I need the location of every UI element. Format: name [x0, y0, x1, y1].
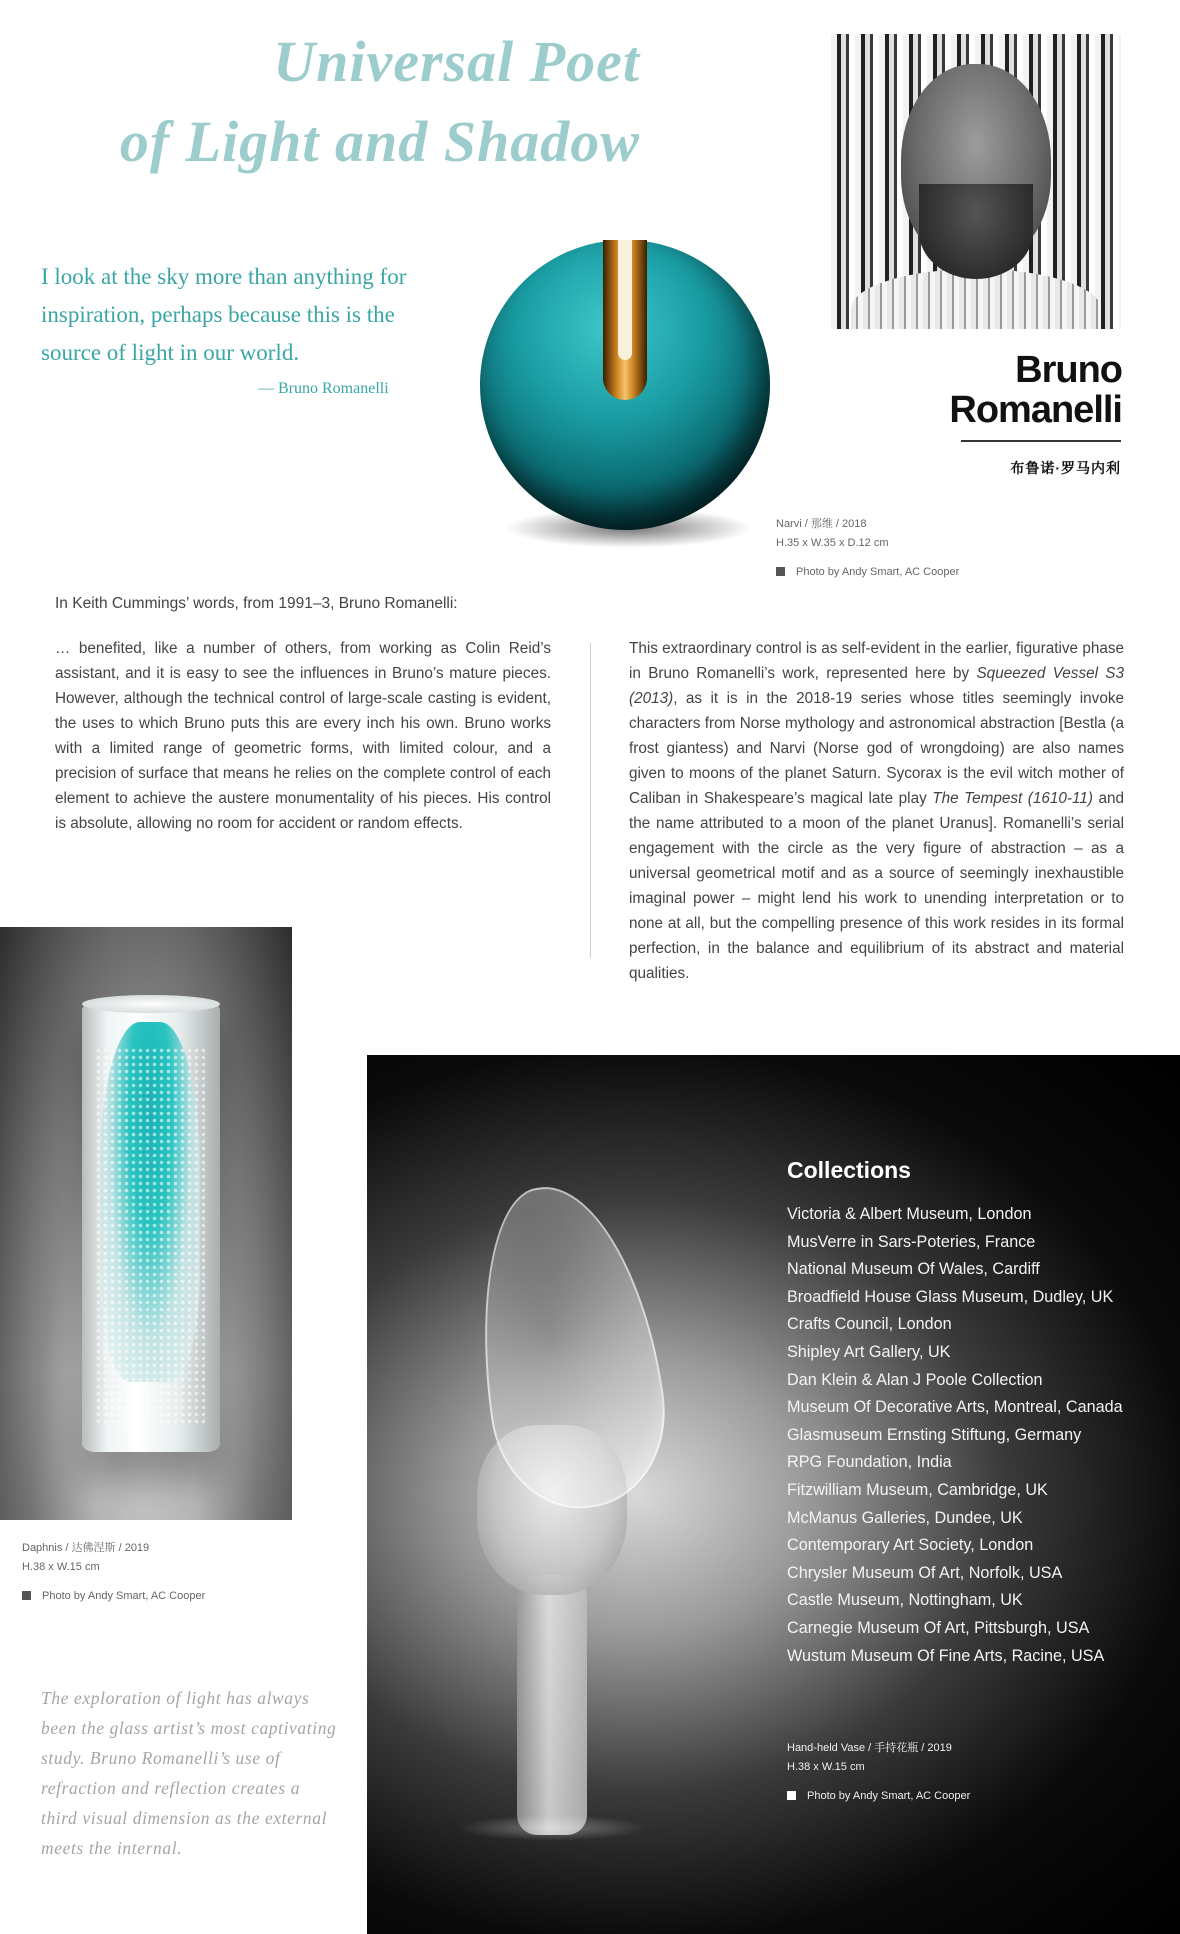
column-divider — [590, 643, 591, 958]
narvi-caption — [776, 515, 959, 582]
collection-item: Victoria & Albert Museum, London — [787, 1205, 1032, 1223]
daphnis-credit-text: Photo by Andy Smart, AC Cooper — [42, 1590, 206, 1602]
artist-last-name: Romanelli — [949, 389, 1122, 431]
collections-list — [787, 1201, 1123, 1670]
collections-heading: Collections — [787, 1157, 911, 1183]
artist-name-chinese: 布鲁诺·罗马内利 — [1010, 460, 1121, 476]
hand-vase-credit-text: Photo by Andy Smart, AC Cooper — [807, 1790, 971, 1802]
sphere-slit-highlight — [618, 240, 632, 360]
credit-square-icon — [776, 567, 785, 576]
collection-item: RPG Foundation, India — [787, 1453, 952, 1472]
collection-item: Carnegie Museum Of Art, Pittsburgh, USA — [787, 1618, 1090, 1637]
right-text-1: This extraordinary control is as self-evident in the earlier, figurative phase in Bruno Romanelli’s work, represented here by — [629, 640, 1124, 682]
right-text-3: and the name attributed to a moon of the planet Uranus]. Romanelli’s serial engagement with the circle as the very figure of abstraction – as a universal geometrical motif and as a source of seemingly inexhaustible imaginal power – might lend his work to unending interpretation or to none at all, but the compelling presence of this work resides in its formal perfection, in the balance and equilibrium of its abstract and material qualities. — [629, 790, 1124, 982]
credit-square-icon — [22, 1591, 31, 1600]
narvi-credit — [776, 563, 959, 582]
narvi-title: Narvi / 那维 / 2018 — [776, 518, 867, 530]
right-italic-2: The Tempest (1610-11) — [932, 790, 1093, 807]
hand-vase-title: Hand-held Vase / 手持花瓶 / 2019 — [787, 1742, 952, 1754]
right-text-2: , as it is in the 2018-19 series whose titles seemingly invoke characters from Norse mythology and astronomical abstraction [Bestla (a frost giantess) and Narvi (Norse god of wrongdoing) are also names given to moons of the planet Saturn. Sycorax is the evil witch mother of Caliban in Shakespeare’s magical late play — [629, 690, 1124, 807]
collection-item: National Museum Of Wales, Cardiff — [787, 1260, 1040, 1279]
collection-item: Glasmuseum Ernsting Stiftung, Germany — [787, 1425, 1082, 1444]
collection-item: Castle Museum, Nottingham, UK — [787, 1591, 1023, 1610]
pull-quote: The exploration of light has always been the glass artist’s most captivating study. Bruno Romanelli’s use of refraction and reflection creates a third visual dimension as the external meets the internal. — [41, 1688, 337, 1858]
daphnis-artwork-photo — [0, 927, 292, 1520]
collection-item: Wustum Museum Of Fine Arts, Racine, USA — [787, 1646, 1105, 1665]
credit-square-icon — [787, 1791, 796, 1800]
collection-item: Contemporary Art Society, London — [787, 1536, 1034, 1555]
article-left-column: … benefited, like a number of others, from working as Colin Reid’s assistant, and it is easy to see the influences in Bruno’s mature pieces. However, although the technical control of large-scale casting is evident, the uses to which Bruno puts this are every inch his own. Bruno works with a limited range of geometric forms, with limited colour, and a precision of surface that means he relies on the complete control of each element to achieve the austere monumentality of his pieces. His control is absolute, allowing no room for accident or random effects. — [55, 640, 551, 832]
daphnis-credit — [22, 1587, 205, 1606]
hand-vase-caption — [787, 1739, 970, 1806]
narvi-credit-text: Photo by Andy Smart, AC Cooper — [796, 566, 960, 578]
collection-item: Chrysler Museum Of Art, Norfolk, USA — [787, 1563, 1063, 1582]
collection-item: MusVerre in Sars-Poteries, France — [787, 1232, 1036, 1251]
artist-quote: I look at the sky more than anything for inspiration, perhaps because this is the source of light in our world. — [41, 264, 407, 365]
daphnis-dimensions: H.38 x W.15 cm — [22, 1561, 100, 1573]
collection-item: Fitzwilliam Museum, Cambridge, UK — [787, 1480, 1048, 1499]
artist-first-name: Bruno — [1015, 349, 1122, 391]
name-divider — [961, 440, 1121, 442]
article-right-column — [629, 636, 1124, 986]
artist-portrait-photo — [831, 34, 1121, 329]
collection-item: McManus Galleries, Dundee, UK — [787, 1508, 1023, 1527]
daphnis-title: Daphnis / 达佛涅斯 / 2019 — [22, 1542, 150, 1554]
right-italic-1: Squeezed Vessel S3 (2013) — [629, 665, 1125, 707]
title-line-2: of Light and Shadow — [119, 109, 640, 174]
quote-attribution: — Bruno Romanelli — [258, 380, 389, 397]
title-line-1: Universal Poet — [273, 29, 640, 94]
artist-name — [949, 350, 1122, 430]
daphnis-caption — [22, 1539, 205, 1606]
hand-vase-credit — [787, 1787, 970, 1806]
article-intro: In Keith Cummings’ words, from 1991–3, Bruno Romanelli: — [55, 595, 458, 612]
collection-item: Museum Of Decorative Arts, Montreal, Canada — [787, 1398, 1123, 1417]
page-title — [120, 22, 640, 182]
collection-item: Dan Klein & Alan J Poole Collection — [787, 1370, 1043, 1389]
collection-item: Shipley Art Gallery, UK — [787, 1342, 951, 1361]
collection-item: Broadfield House Glass Museum, Dudley, UK — [787, 1287, 1114, 1306]
collection-item: Crafts Council, London — [787, 1315, 952, 1334]
narvi-dimensions: H.35 x W.35 x D.12 cm — [776, 537, 889, 549]
hand-vase-dimensions: H.38 x W.15 cm — [787, 1761, 865, 1773]
